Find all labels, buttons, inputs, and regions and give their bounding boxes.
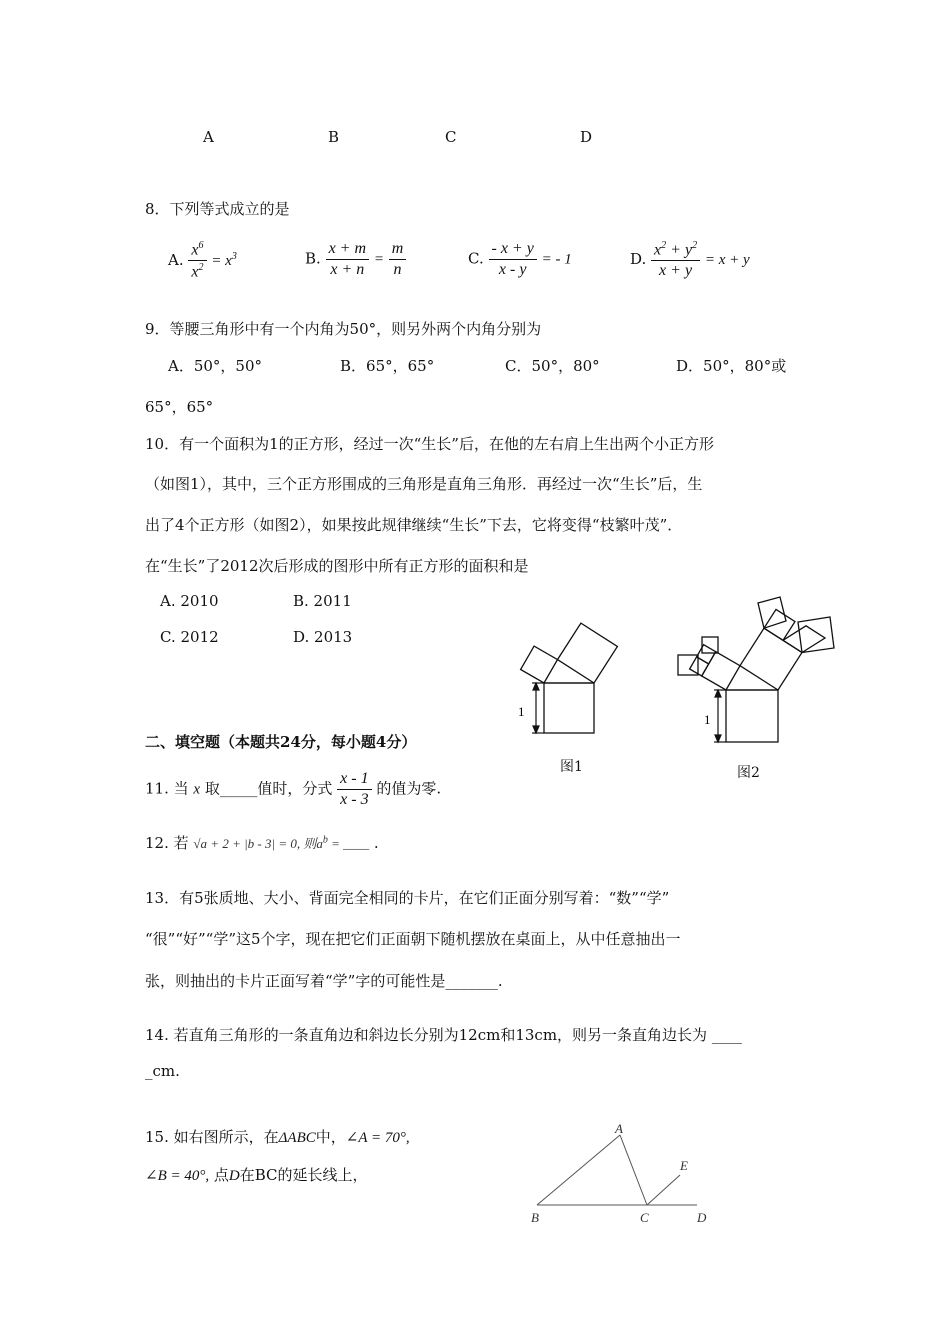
fig2-side-label: 1 bbox=[704, 712, 711, 727]
segment-ce bbox=[647, 1175, 680, 1205]
q9-continuation: 65°，65° bbox=[145, 398, 214, 416]
fig1-side-label: 1 bbox=[518, 704, 525, 719]
choice-label-c: C bbox=[445, 128, 457, 146]
q10-line-1: 10．有一个面积为1的正方形，经过一次“生长”后，在他的左右肩上生出两个小正方形 bbox=[145, 435, 714, 453]
point-label-d: D bbox=[697, 1210, 707, 1225]
q10-line-2: （如图1），其中，三个正方形围成的三角形是直角三角形．再经过一次“生长”后，生 bbox=[145, 475, 703, 493]
fig2-left-square bbox=[702, 652, 740, 690]
q9-option-c: C．50°，80° bbox=[505, 357, 600, 375]
q9-option-a: A．50°，50° bbox=[168, 357, 263, 375]
fig1-left-square bbox=[521, 646, 558, 683]
q8-option-c: C. $\frac{- x + y}{x - y}$ = - 1 bbox=[468, 240, 572, 278]
fig1-base-square bbox=[544, 683, 594, 733]
choice-label-a: A bbox=[203, 128, 214, 146]
figure-2-caption: 图2 bbox=[737, 765, 760, 781]
q9-option-b: B．65°，65° bbox=[340, 357, 435, 375]
q10-option-d: D. 2013 bbox=[293, 628, 353, 646]
q10-option-a: A. 2010 bbox=[160, 592, 219, 610]
q12: 12. 若 √a + 2 + |b - 3| = 0, 则$a^b$ = ____ . bbox=[145, 834, 379, 852]
point-label-a: A bbox=[615, 1121, 623, 1136]
segment-ba bbox=[537, 1135, 620, 1205]
figure-1-caption: 图1 bbox=[560, 759, 583, 775]
q9-option-d: D．50°，80°或 bbox=[676, 357, 787, 375]
q10-line-3: 出了4个正方形（如图2），如果按此规律继续“生长”下去，它将变得“枝繁叶茂”． bbox=[145, 516, 683, 534]
figure-2-diagram bbox=[670, 595, 845, 750]
q13-line-1: 13．有5张质地、大小、背面完全相同的卡片，在它们正面分别写着：“数”“学” bbox=[145, 889, 670, 907]
q10-line-4: 在“生长”了2012次后形成的图形中所有正方形的面积和是 bbox=[145, 557, 529, 575]
figure-1-diagram bbox=[510, 615, 640, 740]
choice-label-d: D bbox=[580, 128, 593, 146]
q14-line-1: 14. 若直角三角形的一条直角边和斜边长分别为12cm和13cm，则另一条直角边长为 ____ bbox=[145, 1026, 742, 1044]
q9-stem: 9．等腰三角形中有一个内角为50°，则另外两个内角分别为 bbox=[145, 320, 542, 338]
fig2-base-square bbox=[726, 690, 778, 742]
q13-line-3: 张，则抽出的卡片正面写着“学”字的可能性是_______. bbox=[145, 972, 503, 990]
q14-line-2: _cm. bbox=[145, 1062, 180, 1080]
q8-option-d: D. $\frac{x^2 + y^2}{x + y}$ = x + y bbox=[630, 240, 750, 280]
choice-label-b: B bbox=[328, 128, 340, 146]
q8-option-a: A. $\frac{x^6}{x^2}$ = $x^3$ bbox=[168, 240, 237, 281]
point-label-e: E bbox=[680, 1158, 688, 1173]
segment-ac bbox=[620, 1135, 647, 1205]
q15-line-1: 15. 如右图所示，在ΔABC中，∠A = 70°, bbox=[145, 1128, 410, 1146]
q13-line-2: “很”“好”“学”这5个字，现在把它们正面朝下随机摆放在桌面上，从中任意抽出一 bbox=[145, 930, 681, 948]
fig1-right-square bbox=[558, 623, 618, 683]
q10-option-b: B. 2011 bbox=[293, 592, 352, 610]
q15-triangle-diagram bbox=[525, 1118, 725, 1228]
q8-stem: 8．下列等式成立的是 bbox=[145, 200, 290, 218]
q11: 11. 当 x 取_____值时，分式 $\frac{x - 1}{x - 3}$ 的值为零. bbox=[145, 770, 442, 808]
point-label-b: B bbox=[531, 1210, 539, 1225]
q15-line-2: ∠B = 40°, 点D在BC的延长线上， bbox=[145, 1166, 368, 1184]
point-label-c: C bbox=[640, 1210, 649, 1225]
fig2-right-square bbox=[740, 628, 802, 690]
q10-option-c: C. 2012 bbox=[160, 628, 219, 646]
q8-option-b: B. $\frac{x + m}{x + n}$ = $\frac{m}{n}$ bbox=[305, 240, 406, 279]
section-2-heading: 二、填空题（本题共24分，每小题4分） bbox=[145, 733, 417, 751]
